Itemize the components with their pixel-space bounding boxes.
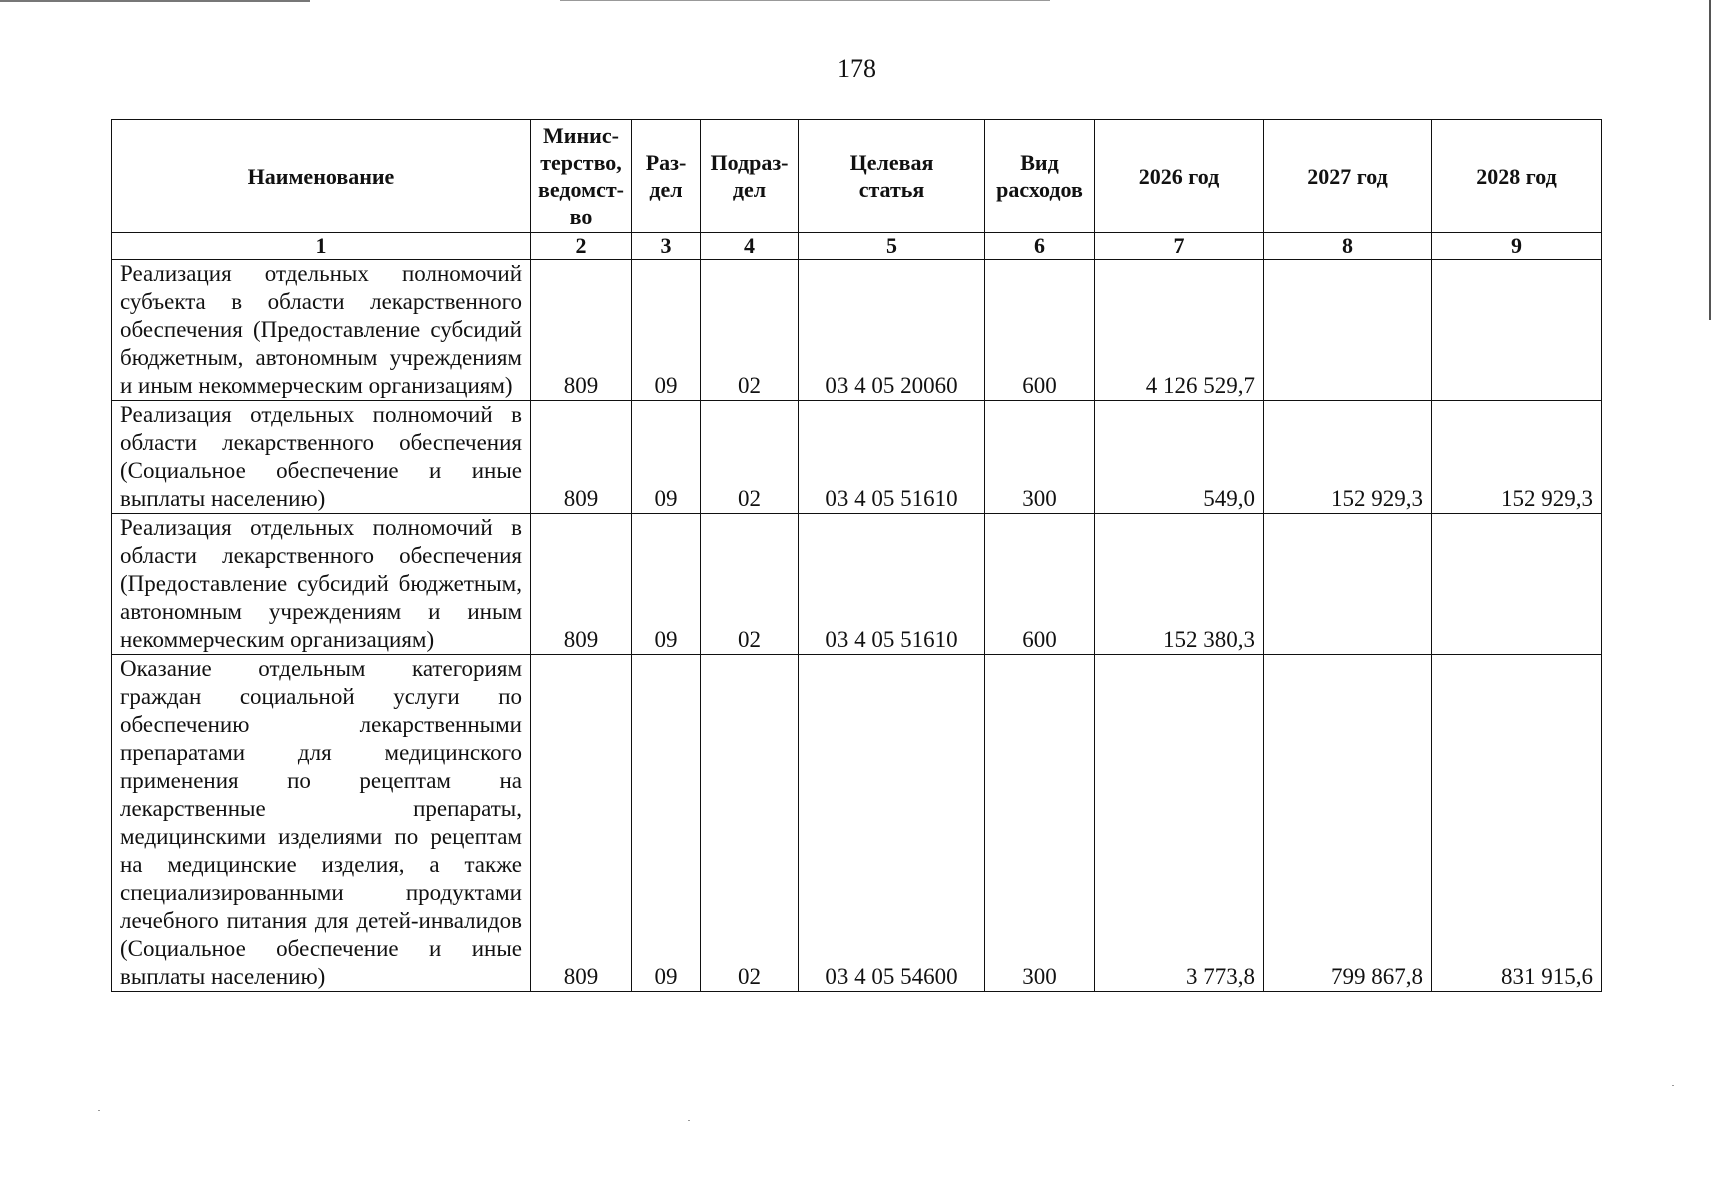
row-section: 09: [632, 260, 701, 401]
column-header-2026: 2026 год: [1095, 120, 1264, 233]
column-header-section: Раз- дел: [632, 120, 701, 233]
page-number: 178: [837, 54, 876, 83]
column-header-expense-type: Вид расходов: [985, 120, 1095, 233]
row-expense-type: 300: [985, 401, 1095, 514]
scan-speck: [98, 1110, 100, 1111]
table-row: [112, 401, 1602, 514]
row-section: 09: [632, 655, 701, 992]
column-number: 1: [112, 233, 531, 260]
row-amount-2028: [1432, 260, 1602, 401]
column-number: 3: [632, 233, 701, 260]
header-row: [112, 120, 1602, 233]
scan-artifact-line: [560, 0, 1050, 1]
row-target: 03 4 05 51610: [799, 401, 985, 514]
row-name: Реализация отдельных полномочий в области лекарственного обеспечения (Социальное обеспечение и иные выплаты населению): [112, 401, 531, 514]
row-subsection: 02: [701, 655, 799, 992]
row-amount-2027: [1264, 514, 1432, 655]
column-number: 6: [985, 233, 1095, 260]
column-number-row: [112, 233, 1602, 260]
row-amount-2026: 549,0: [1095, 401, 1264, 514]
row-amount-2027: [1264, 260, 1432, 401]
column-number: 9: [1432, 233, 1602, 260]
row-amount-2026: 4 126 529,7: [1095, 260, 1264, 401]
column-number: 2: [531, 233, 632, 260]
row-name: Реализация отдельных полномочий в области лекарственного обеспечения (Предоставление субсидий бюджетным, автономным учреждениям и иным некоммерческим организациям): [112, 514, 531, 655]
scan-artifact-line: [0, 0, 310, 2]
row-subsection: 02: [701, 260, 799, 401]
scan-artifact-edge: [1709, 0, 1711, 320]
row-amount-2026: 3 773,8: [1095, 655, 1264, 992]
row-section: 09: [632, 401, 701, 514]
row-amount-2027: 152 929,3: [1264, 401, 1432, 514]
row-ministry: 809: [531, 401, 632, 514]
column-number: 5: [799, 233, 985, 260]
column-header-2027: 2027 год: [1264, 120, 1432, 233]
row-target: 03 4 05 20060: [799, 260, 985, 401]
row-ministry: 809: [531, 655, 632, 992]
row-target: 03 4 05 54600: [799, 655, 985, 992]
column-header-subsection: Подраз- дел: [701, 120, 799, 233]
row-ministry: 809: [531, 514, 632, 655]
row-name: Реализация отдельных полномочий субъекта в области лекарственного обеспечения (Предоставление субсидий бюджетным, автономным учреждениям и иным некоммерческим организациям): [112, 260, 531, 401]
scan-speck: [1672, 1085, 1674, 1086]
column-header-target: Целевая статья: [799, 120, 985, 233]
column-number: 8: [1264, 233, 1432, 260]
row-target: 03 4 05 51610: [799, 514, 985, 655]
column-header-ministry: Минис- терство, ведомст- во: [531, 120, 632, 233]
scan-speck: [688, 1120, 690, 1121]
table-row: [112, 514, 1602, 655]
row-amount-2027: 799 867,8: [1264, 655, 1432, 992]
row-amount-2028: 831 915,6: [1432, 655, 1602, 992]
row-ministry: 809: [531, 260, 632, 401]
budget-table: [111, 119, 1602, 992]
row-expense-type: 600: [985, 514, 1095, 655]
row-subsection: 02: [701, 401, 799, 514]
column-number: 4: [701, 233, 799, 260]
row-expense-type: 300: [985, 655, 1095, 992]
table-row: [112, 655, 1602, 992]
row-amount-2028: [1432, 514, 1602, 655]
column-number: 7: [1095, 233, 1264, 260]
row-expense-type: 600: [985, 260, 1095, 401]
row-section: 09: [632, 514, 701, 655]
column-header-2028: 2028 год: [1432, 120, 1602, 233]
column-header-name: Наименование: [112, 120, 531, 233]
table-row: [112, 260, 1602, 401]
row-subsection: 02: [701, 514, 799, 655]
row-amount-2028: 152 929,3: [1432, 401, 1602, 514]
row-amount-2026: 152 380,3: [1095, 514, 1264, 655]
row-name: Оказание отдельным категориям граждан социальной услуги по обеспечению лекарственными препаратами для медицинского применения по рецептам на лекарственные препараты, медицинскими изделиями по рецептам на медицинские изделия, а также специализированными продуктами лечебного питания для детей-инвалидов (Социальное обеспечение и иные выплаты населению): [112, 655, 531, 992]
